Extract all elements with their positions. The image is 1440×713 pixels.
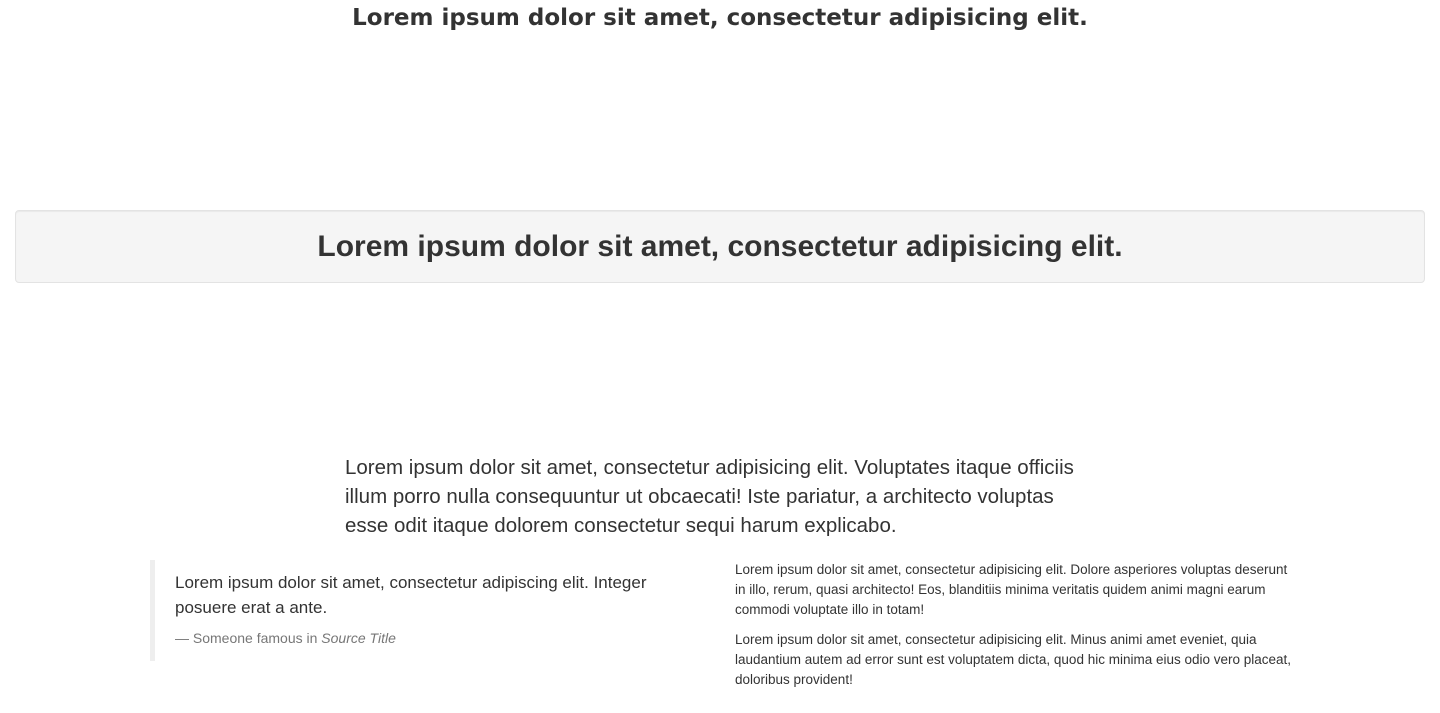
blockquote bbox=[150, 560, 710, 661]
side-text-column bbox=[735, 560, 1295, 700]
blockquote-footer bbox=[175, 628, 710, 648]
blockquote-text: Lorem ipsum dolor sit amet, consectetur adipiscing elit. Integer posuere erat a ante. bbox=[175, 573, 647, 617]
blockquote-source-title: Source Title bbox=[321, 630, 396, 646]
side-paragraph: Lorem ipsum dolor sit amet, consectetur adipisicing elit. Minus animi amet eveniet, quia laudantium autem ad error sunt est voluptatem dicta, quod hic minima eius odio vero placeat, doloribus provident! bbox=[735, 632, 1292, 687]
blockquote-attribution: — Someone famous in bbox=[175, 630, 318, 646]
lead-paragraph: Lorem ipsum dolor sit amet, consectetur adipisicing elit. Voluptates itaque officiis illum porro nulla consequuntur ut obcaecati! Iste pariatur, a architecto voluptas esse odit itaque dolorem consectetur sequi harum explicabo. bbox=[345, 456, 1074, 537]
well-panel bbox=[15, 210, 1425, 283]
side-paragraph: Lorem ipsum dolor sit amet, consectetur adipisicing elit. Dolore asperiores voluptas deserunt in illo, rerum, quasi architecto! Eos, blanditiis minima veritatis quidem animi magni earum commodi voluptate illo in totam! bbox=[735, 562, 1288, 617]
top-heading: Lorem ipsum dolor sit amet, consectetur adipisicing elit. bbox=[352, 5, 1088, 31]
well-heading: Lorem ipsum dolor sit amet, consectetur adipisicing elit. bbox=[317, 229, 1123, 263]
